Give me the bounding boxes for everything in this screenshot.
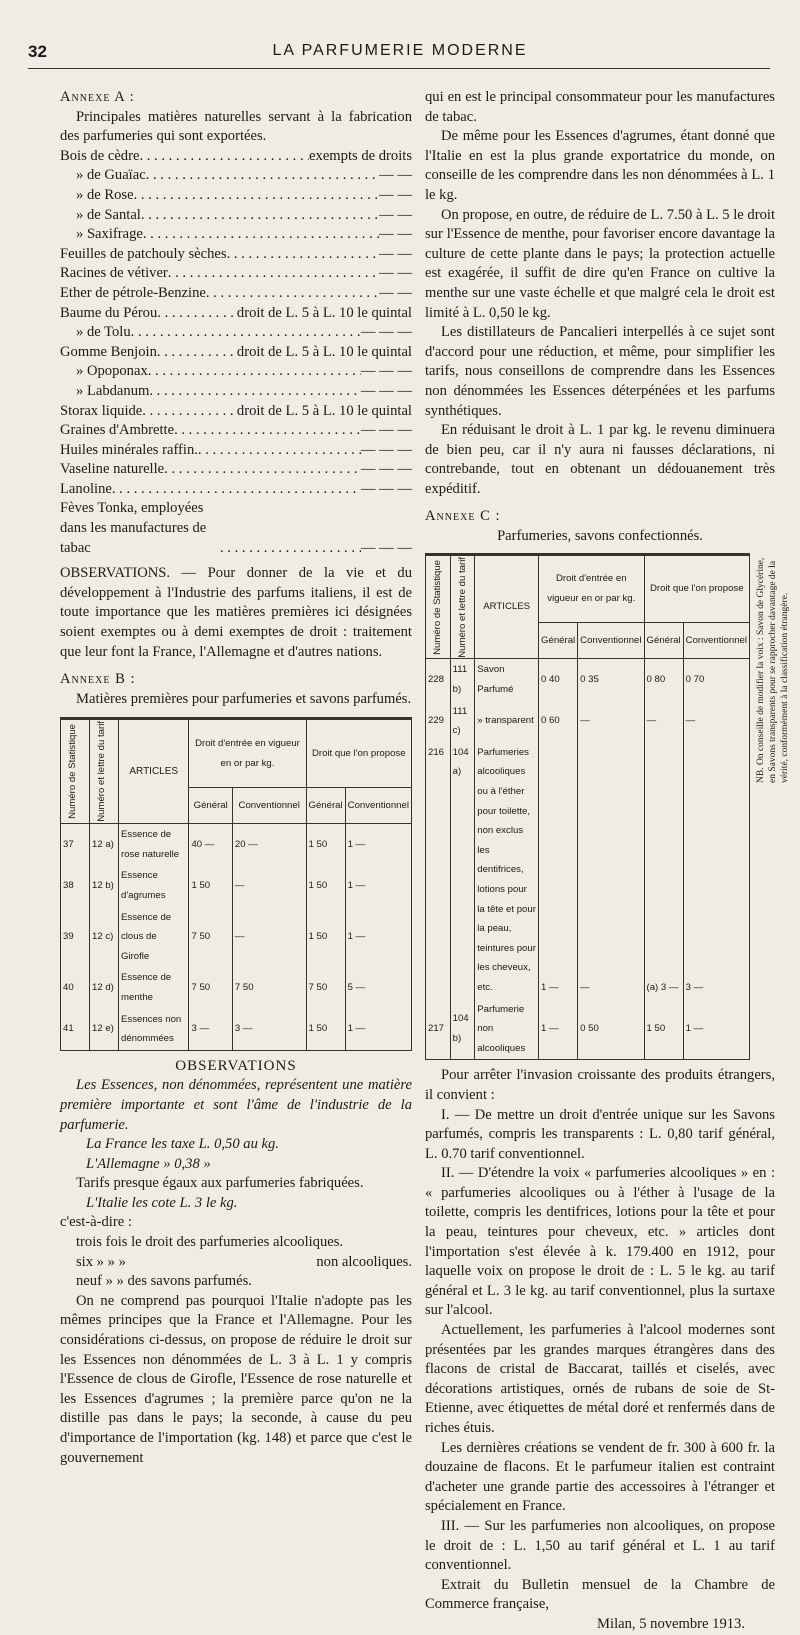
page-header: [0, 0, 800, 60]
list-item: Feuilles de patchouly sèches . . . — —: [60, 245, 412, 265]
annexe-a-heading: Annexe A :: [60, 89, 135, 105]
list-item: Vaseline naturelle . . . — — —: [60, 460, 412, 480]
para: III. — Sur les parfumeries non alcooliques, on propose le droit de : L. 1,50 au tarif général et L. 1 au tarif conventionnel.: [425, 1517, 775, 1574]
para: Pour arrêter l'invasion croissante des produits étrangers, il convient :: [425, 1067, 775, 1103]
signature-date: Milan, 5 novembre 1913.: [597, 1615, 745, 1632]
list-item: Huiles minérales raffin. . . . — — —: [60, 441, 412, 461]
running-title: LA PARFUMERIE MODERNE: [272, 42, 528, 59]
table-row: 40 12 d) Essence de menthe 7 50 7 50 7 50 5 —: [61, 967, 412, 1008]
table-row: 41 12 e) Essences non dénommées 3 — 3 — 1 50 1 —: [61, 1009, 412, 1051]
materials-list: [60, 147, 412, 558]
annexe-c-table: Numéro de Statistique Numéro et lettre du tarif ARTICLES Droit d'entrée en vigueur en or par kg. Droit que l'on propose Général Conventionnel Général Conventionnel 228 111 b) Savon Parfumé 0 40 0 35 0 80 0 70 229 111 c) » transparent 0 60 — — — 216 104 a) Parfumeries alcooliques ou à l'éther pour toilette, non exclus les dentifrices, lotions pour la tête et pour la peau, teintures pour les cheveux, etc. 1 — — (a) 3 — 3 — 217 104 b) Parfumerie non alcooliques 1 — 0 50 1 50 1 —: [425, 553, 750, 1061]
list-item: » de Guaïac . . . — —: [60, 166, 412, 186]
annexe-b-tail: On ne comprend pas pourquoi l'Italie n'adopte pas les mêmes principes que la France et l'Allemagne. Pour les considérations ci-dessus, on propose de réduire le droit sur les Essences non dénommées de L. 3 à L. 1 y compris l'Essence de clous de Girofle, l'Essence de rose naturelle et les Essences d'agrumes ; la première parce qu'on ne la distille pas dans le pays; la seconde, à cause du peu d'importance de l'importation (kg. 148) et parce que c'est le gouvernement: [60, 1292, 412, 1466]
list-item: Storax liquide . . . droit de L. 5 à L. 10 le quintal: [60, 402, 412, 422]
list-item: » de Tolu . . . — — —: [60, 323, 412, 343]
annexe-b-heading: Annexe B :: [60, 671, 136, 688]
para: I. — De mettre un droit d'entrée unique sur les Savons parfumés, compris les transparents : L. 0,80 tarif général, L. 0.70 tarif conventionnel.: [425, 1106, 775, 1162]
allemagne-rate: L'Allemagne » 0,38 »: [86, 1155, 211, 1172]
list-item: » Labdanum . . . — — —: [60, 382, 412, 402]
left-column: [60, 88, 412, 1468]
list-item: Lanoline . . . — — —: [60, 480, 412, 500]
para: Actuellement, les parfumeries à l'alcool modernes sont présentées par les grandes marques étrangères dans des flacons de cristal de Baccarat, taillés et ciselés, avec décorations artistiques, ornés de rubans de soie de St-Etienne, avec étiquettes de métal doré et renfermés dans de riches étuis.: [425, 1322, 775, 1436]
header-rule: [28, 68, 770, 69]
para: On propose, en outre, de réduire de L. 7.50 à L. 5 le droit sur l'Essence de menthe, pour favoriser encore davantage la culture de cette plante dans le pays; la protection actuelle est exagérée, il suffit de dire qu'en France on cultive la menthe sur une vaste échelle et que malgré cela le droit est limité à L. 0,50 le kg.: [425, 206, 775, 321]
tarifs-line: Tarifs presque égaux aux parfumeries fabriquées.: [76, 1175, 364, 1192]
ratio-line-3: neuf » » des savons parfumés.: [76, 1273, 252, 1290]
list-item: » de Rose . . . — —: [60, 186, 412, 206]
italie-rate: L'Italie les cote L. 3 le kg.: [86, 1194, 238, 1211]
list-item: Graines d'Ambrette . . . — — —: [60, 421, 412, 441]
para: De même pour les Essences d'agrumes, étant donné que l'Italie en est la plus grande exportatrice du monde, on conseille de les comprendre dans les non dénommées à L. 1 le kg.: [425, 128, 775, 203]
table-row: 216 104 a) Parfumeries alcooliques ou à l'éther pour toilette, non exclus les dentifrices, lotions pour la tête et pour la peau, teintures pour les cheveux, etc. 1 — — (a) 3 — 3 —: [426, 742, 750, 999]
list-item: Baume du Pérou . . . droit de L. 5 à L. 10 le quintal: [60, 304, 412, 324]
list-item: » Saxifrage . . . — —: [60, 225, 412, 245]
table-row: 217 104 b) Parfumerie non alcooliques 1 — 0 50 1 50 1 —: [426, 999, 750, 1060]
para: II. — D'étendre la voix « parfumeries alcooliques » en : « parfumeries alcooliques ou à l'éther à l'usage de la toilette, compris les dentifrices, lotions pour la tête et pour la peau, teintures pour cheveux, etc. » articles dont l'importation s'est élevée à k. 179.400 en 1912, pour laquelle voix on propose le droit de : L. 5 le kg. au tarif général et L. 3 le kg. au tarif conventionnel, plus la surtaxe sur l'alcool.: [425, 1165, 775, 1319]
source-citation: Extrait du Bulletin mensuel de la Chambre de Commerce française,: [425, 1576, 775, 1613]
list-item: » Opoponax . . . — — —: [60, 362, 412, 382]
side-note: NB. On conseille de modifier la voix : Savon de Glycérine, en Savons transparents pour se rapprocher davantage de la vérité, conformément à la classification étrangère.: [756, 557, 790, 783]
annexe-c-block: [425, 553, 790, 1061]
ratio-line-2: six » » » non alcooliques.: [76, 1253, 412, 1270]
ratio-line-1: trois fois le droit des parfumeries alcooliques.: [76, 1234, 344, 1251]
table-row: 38 12 b) Essence d'agrumes 1 50 — 1 50 1 —: [61, 865, 412, 906]
list-item: Fèves Tonka, employées dans les manufactures de tabac . . . — — —: [60, 499, 412, 558]
para: En réduisant le droit à L. 1 par kg. le revenu diminuera de bien peu, car il n'y aura ni fausses déclarations, ni contrebande, tout en obtenant un dédouanement très expéditif.: [425, 422, 775, 497]
annexe-c-intro: Parfumeries, savons confectionnés.: [497, 528, 703, 545]
table-row: 37 12 a) Essence de rose naturelle 40 — 20 — 1 50 1 —: [61, 824, 412, 866]
annexe-a-intro: Principales matières naturelles servant à la fabrication des parfumeries qui sont exportées.: [60, 108, 412, 145]
table-row: 228 111 b) Savon Parfumé 0 40 0 35 0 80 0 70: [426, 659, 750, 701]
list-item: Gomme Benjoin . . . droit de L. 5 à L. 10 le quintal: [60, 343, 412, 363]
right-column: [425, 88, 790, 1635]
annexe-c-heading: Annexe C :: [425, 508, 501, 525]
para: Les distillateurs de Pancalieri interpellés à ce sujet sont d'accord pour une réduction, et même, pour simplifier les tarifs, nous conseillons de comprendre dans les Essences non dénommées les Essences déterpénées et les parfums synthétiques.: [425, 324, 775, 419]
list-item: Bois de cèdre . . . exempts de droits: [60, 147, 412, 167]
page-number: 32: [28, 42, 47, 61]
list-item: » de Santal . . . — —: [60, 206, 412, 226]
cest-a-dire: c'est-à-dire :: [60, 1214, 132, 1231]
list-item: Racines de vétiver . . . — —: [60, 264, 412, 284]
obs-text: Les Essences, non dénommées, représentent une matière première importante et sont l'âme de l'industrie de la parfumerie.: [60, 1077, 412, 1133]
annexe-b-intro: Matières premières pour parfumeries et savons parfumés.: [76, 690, 412, 707]
table-row: 229 111 c) » transparent 0 60 — — —: [426, 701, 750, 742]
para: qui en est le principal consommateur pour les manufactures de tabac.: [425, 89, 775, 125]
para: Les dernières créations se vendent de fr. 300 à 600 fr. la douzaine de flacons. Et le parfumeur italien est contraint d'acheter une grande partie des accessoires à l'étranger et spécialement en France.: [425, 1439, 775, 1515]
table-row: 39 12 c) Essence de clous de Girofle 7 50 — 1 50 1 —: [61, 907, 412, 968]
annexe-b-table: Numéro de Statistique Numéro et lettre du tarif ARTICLES Droit d'entrée en vigueur en or par kg. Droit que l'on propose Général Conventionnel Général Conventionnel 37 12 a) Essence de rose naturelle 40 — 20 — 1 50 1 — 38 12 b) Essence d'agrumes 1 50 — 1 50 1 — 39 12 c) Essence de clous de Girofle 7 50 — 1 50 1 — 40 12 d) Essence de menthe 7 50 7 50 7 50 5 — 41 12 e) Essences non dénommées 3 — 3 — 1 50 1 —: [60, 717, 412, 1050]
annexe-a-observations: OBSERVATIONS. — Pour donner de la vie et du développement à l'Industrie des parfums italiens, il est de toute importance que les matières premières ici désignées soient exemptes ou à demi exemptes de droit : traitement que leur font la France, l'Allemagne et d'autres nations.: [60, 565, 412, 660]
list-item: Ether de pétrole-Benzine . . . — —: [60, 284, 412, 304]
observations-title: OBSERVATIONS: [175, 1057, 297, 1074]
france-rate: La France les taxe L. 0,50 au kg.: [86, 1136, 279, 1153]
